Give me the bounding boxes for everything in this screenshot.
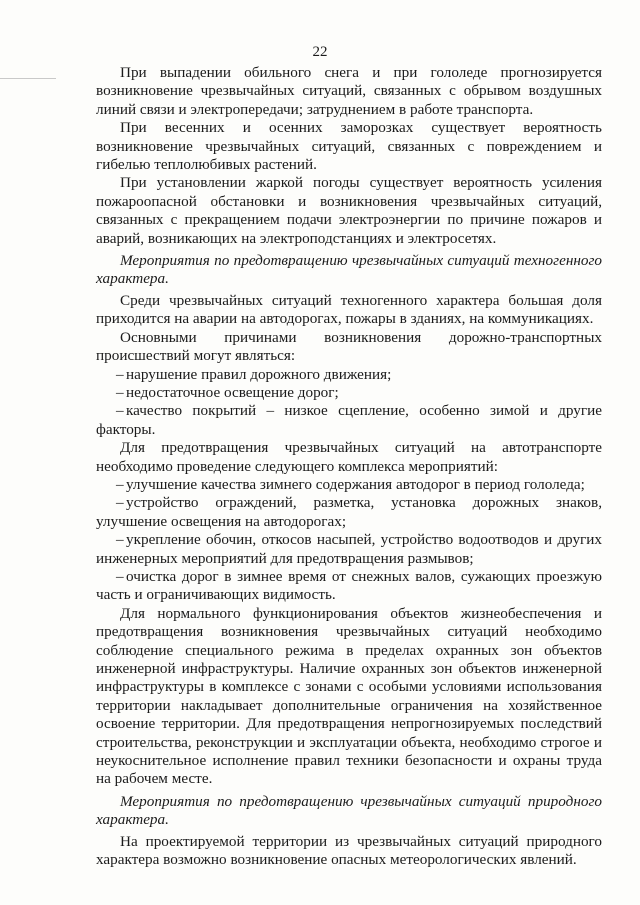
list-dash: – [116,383,124,401]
list-dash: – [116,365,124,383]
body-paragraph: Для нормального функционирования объектов жизнеобеспечения и предотвращения возникновения чрезвычайных ситуаций необходимо соблюдение специального режима в пределах охранных зон объектов инженерной инфраструктуры. Наличие охранных зон объектов инженерной инфраструктуры в комплексе с зонами с особыми условиями использования территории накладывает дополнительные ограничения на хозяйственное освоение территории. Для предотвращения непрогнозируемых последствий строительства, реконструкции и эксплуатации объекта, необходимо строгое и неукоснительное исполнение правил техники безопасности и охраны труда на рабочем месте. [96,604,602,788]
body-paragraph: При выпадении обильного снега и при гололеде прогнозируется возникновение чрезвычайных ситуаций, связанных с обрывом воздушных линий связи и электропередачи; затруднением в работе транспорта. [96,64,602,118]
body-paragraph: Основными причинами возникновения дорожно-транспортных происшествий могут являться: [96,328,602,365]
list-item [96,366,602,384]
list-item [96,384,602,402]
section-heading: Мероприятия по предотвращению чрезвычайных ситуаций природного характера. [96,792,602,829]
body-paragraph: Для предотвращения чрезвычайных ситуаций на автотранспорте необходимо проведение следующего комплекса мероприятий: [96,439,602,475]
page-number: 22 [312,44,328,60]
list-item-text: качество покрытий – низкое сцепление, особенно зимой и другие факторы. [96,402,602,438]
list-dash: – [116,475,124,493]
list-item [96,531,602,568]
scan-artifact-line [0,78,56,79]
body-paragraph: При установлении жаркой погоды существует вероятность усиления пожароопасной обстановки и возникновения чрезвычайных ситуаций, связанных с прекращением подачи электроэнергии по причине пожаров и аварий, возникающих на электроподстанциях и электросетях. [96,174,602,247]
body-paragraph: Среди чрезвычайных ситуаций техногенного характера большая доля приходится на аварии на автодорогах, пожары в зданиях, на коммуникациях. [96,291,602,328]
list-item-text: улучшение качества зимнего содержания автодорог в период гололеда; [126,475,585,493]
body-paragraph: На проектируемой территории из чрезвычайных ситуаций природного характера возможно возникновение опасных метеорологических явлений. [96,832,602,869]
list-dash: – [116,402,124,420]
section-heading: Мероприятия по предотвращению чрезвычайных ситуаций техногенного характера. [96,252,602,288]
list-item-text: укрепление обочин, откосов насыпей, устройство водоотводов и других инженерных мероприятий для предотвращения размывов; [96,531,602,567]
list-item [96,402,602,439]
document-body [96,64,602,869]
list-item-text: нарушение правил дорожного движения; [126,365,392,383]
list-item [96,476,602,494]
list-item [96,568,602,605]
list-item-text: устройство ограждений, разметка, установка дорожных знаков, улучшение освещения на автодорогах; [96,494,602,530]
list-dash: – [116,494,124,512]
list-item-text: недостаточное освещение дорог; [126,383,339,401]
body-paragraph: При весенних и осенних заморозках существует вероятность возникновение чрезвычайных ситуаций, связанных с повреждением и гибелью теплолюбивых растений. [96,119,602,174]
list-dash: – [116,531,124,549]
list-dash: – [116,567,124,585]
list-item [96,494,602,531]
list-item-text: очистка дорог в зимнее время от снежных валов, сужающих проезжую часть и ограничивающих видимость. [96,567,602,604]
